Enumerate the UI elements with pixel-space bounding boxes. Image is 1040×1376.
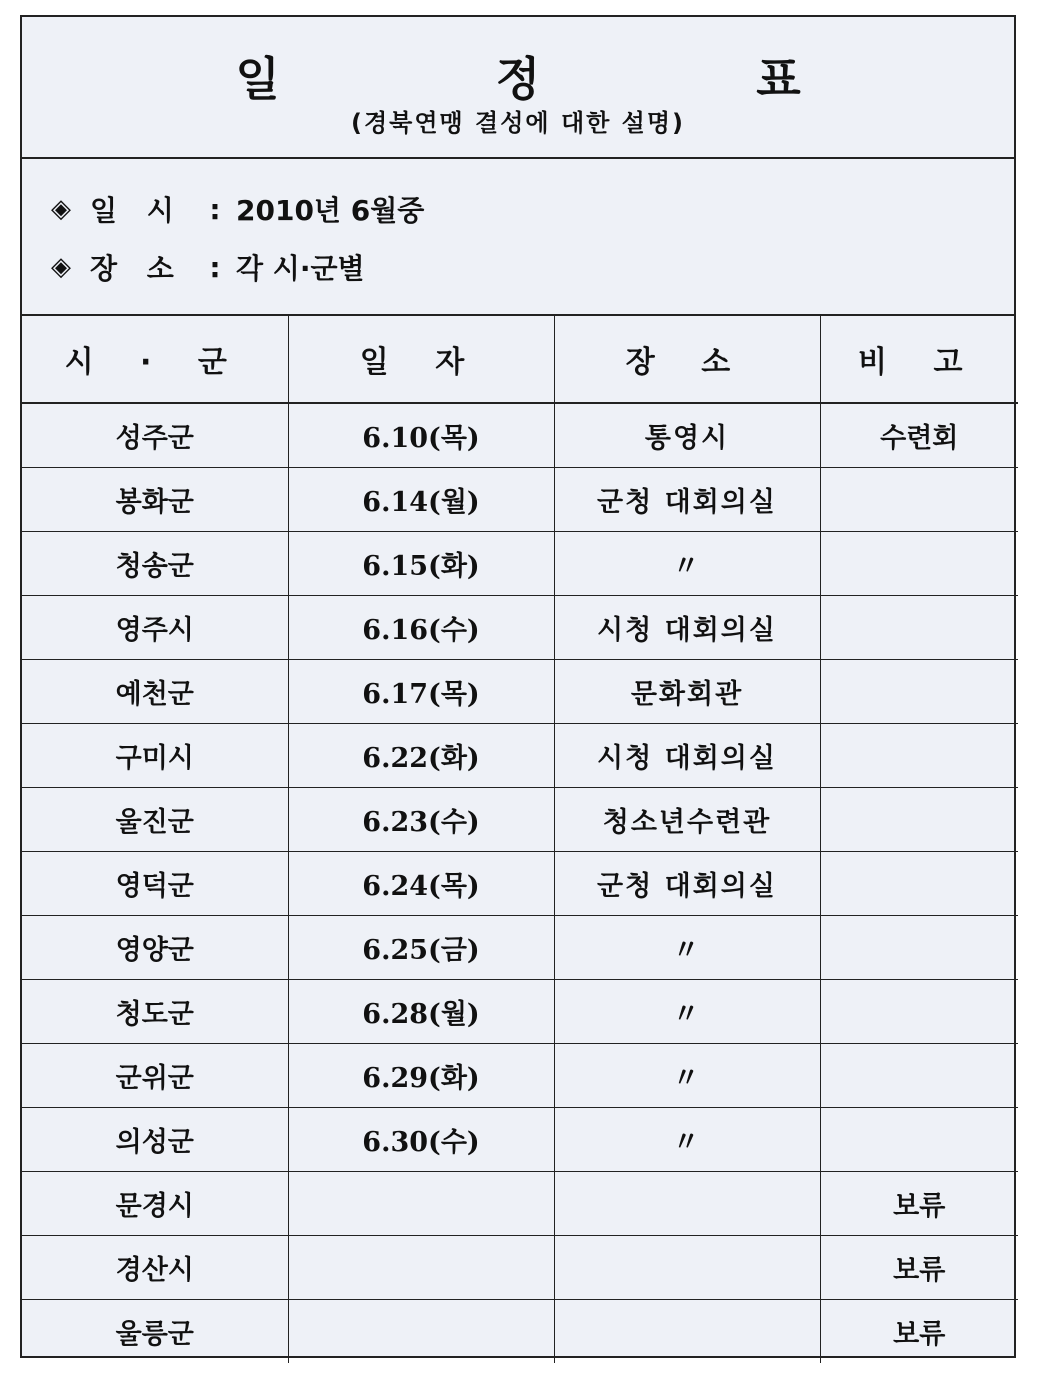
table-row bbox=[22, 596, 1018, 660]
region-cell: 청송군 bbox=[22, 532, 288, 596]
note-cell: 보류 bbox=[820, 1172, 1018, 1236]
document-subtitle: (경북연맹 결성에 대한 설명) bbox=[350, 109, 686, 137]
place-cell bbox=[554, 1300, 820, 1364]
date-cell: 6.23(수) bbox=[288, 788, 554, 852]
region-cell: 구미시 bbox=[22, 724, 288, 788]
diamond-bullet-icon: ◈ bbox=[51, 252, 71, 282]
region-cell: 예천군 bbox=[22, 660, 288, 724]
info-place-line bbox=[46, 247, 365, 287]
note-cell: 보류 bbox=[893, 1319, 946, 1350]
schedule-table-body bbox=[22, 403, 1018, 1363]
table-row bbox=[22, 724, 1018, 788]
region-cell: 경산시 bbox=[22, 1236, 288, 1300]
place-cell: 〃 bbox=[554, 1108, 820, 1172]
region-cell: 성주군 bbox=[22, 403, 288, 468]
date-cell: 6.29(화) bbox=[288, 1044, 554, 1108]
place-cell: 청소년수련관 bbox=[554, 788, 820, 852]
note-cell bbox=[820, 980, 1018, 1044]
region-cell: 군위군 bbox=[22, 1044, 288, 1108]
note-cell bbox=[820, 788, 1018, 852]
schedule-document bbox=[20, 15, 1016, 1358]
note-cell bbox=[820, 916, 1018, 980]
info-place-value: 각 시·군별 bbox=[236, 252, 365, 285]
date-cell: 6.25(금) bbox=[288, 916, 554, 980]
note-cell bbox=[820, 468, 1018, 532]
document-header bbox=[22, 17, 1014, 159]
table-row bbox=[22, 980, 1018, 1044]
date-cell: 6.28(월) bbox=[288, 980, 554, 1044]
date-cell: 6.14(월) bbox=[288, 468, 554, 532]
date-cell bbox=[288, 1172, 554, 1236]
date-cell: 6.10(목) bbox=[288, 403, 554, 468]
table-row bbox=[22, 1300, 1018, 1364]
date-cell: 6.16(수) bbox=[288, 596, 554, 660]
place-cell: 시청 대회의실 bbox=[554, 724, 820, 788]
table-row bbox=[22, 468, 1018, 532]
place-cell: 군청 대회의실 bbox=[554, 852, 820, 916]
table-header-row bbox=[22, 316, 1018, 403]
note-cell bbox=[820, 852, 1018, 916]
diamond-bullet-icon: ◈ bbox=[51, 194, 71, 224]
date-cell: 6.17(목) bbox=[288, 660, 554, 724]
info-section bbox=[22, 159, 1014, 316]
header-place: 장 소 bbox=[554, 316, 820, 403]
place-cell: 문화회관 bbox=[554, 660, 820, 724]
info-time-value: 2010년 6월중 bbox=[236, 194, 425, 227]
note-cell bbox=[820, 660, 1018, 724]
date-cell: 6.15(화) bbox=[288, 532, 554, 596]
info-time-separator: : bbox=[209, 192, 221, 226]
table-row bbox=[22, 916, 1018, 980]
document-title: 일 정 표 bbox=[235, 52, 901, 106]
table-row bbox=[22, 852, 1018, 916]
region-cell: 문경시 bbox=[22, 1172, 288, 1236]
note-cell bbox=[820, 724, 1018, 788]
place-cell: 군청 대회의실 bbox=[554, 468, 820, 532]
date-cell: 6.22(화) bbox=[288, 724, 554, 788]
place-cell: 시청 대회의실 bbox=[554, 596, 820, 660]
header-note: 비 고 bbox=[820, 316, 1018, 403]
table-row bbox=[22, 1236, 1018, 1300]
note-cell: 보류 bbox=[820, 1236, 1018, 1300]
region-cell: 울진군 bbox=[22, 788, 288, 852]
region-cell: 영양군 bbox=[22, 916, 288, 980]
region-cell: 의성군 bbox=[22, 1108, 288, 1172]
header-region: 시 · 군 bbox=[22, 316, 288, 403]
note-cell bbox=[820, 596, 1018, 660]
date-cell bbox=[288, 1236, 554, 1300]
date-cell bbox=[288, 1300, 554, 1364]
table-row bbox=[22, 1044, 1018, 1108]
region-cell: 영덕군 bbox=[22, 852, 288, 916]
place-cell: 〃 bbox=[554, 1044, 820, 1108]
region-cell: 청도군 bbox=[22, 980, 288, 1044]
note-cell bbox=[820, 1108, 1018, 1172]
date-cell: 6.30(수) bbox=[288, 1108, 554, 1172]
schedule-table bbox=[22, 316, 1018, 1363]
info-time-line bbox=[46, 189, 424, 229]
table-row bbox=[22, 532, 1018, 596]
table-row bbox=[22, 788, 1018, 852]
place-cell: 〃 bbox=[554, 532, 820, 596]
table-row bbox=[22, 660, 1018, 724]
place-cell: 통영시 bbox=[554, 403, 820, 468]
note-cell bbox=[820, 532, 1018, 596]
date-cell: 6.24(목) bbox=[288, 852, 554, 916]
region-cell: 영주시 bbox=[22, 596, 288, 660]
table-row bbox=[22, 403, 1018, 468]
place-cell bbox=[554, 1172, 820, 1236]
header-date: 일 자 bbox=[288, 316, 554, 403]
place-cell bbox=[554, 1236, 820, 1300]
info-place-label: 장 소 bbox=[90, 252, 184, 285]
note-cell bbox=[820, 1044, 1018, 1108]
region-cell: 봉화군 bbox=[22, 468, 288, 532]
table-row bbox=[22, 1108, 1018, 1172]
info-time-label: 일 시 bbox=[90, 194, 184, 227]
place-cell: 〃 bbox=[554, 916, 820, 980]
place-cell: 〃 bbox=[554, 980, 820, 1044]
region-cell: 울릉군 bbox=[22, 1300, 288, 1364]
table-row bbox=[22, 1172, 1018, 1236]
info-place-separator: : bbox=[209, 250, 221, 284]
note-cell: 수련회 bbox=[820, 403, 1018, 468]
